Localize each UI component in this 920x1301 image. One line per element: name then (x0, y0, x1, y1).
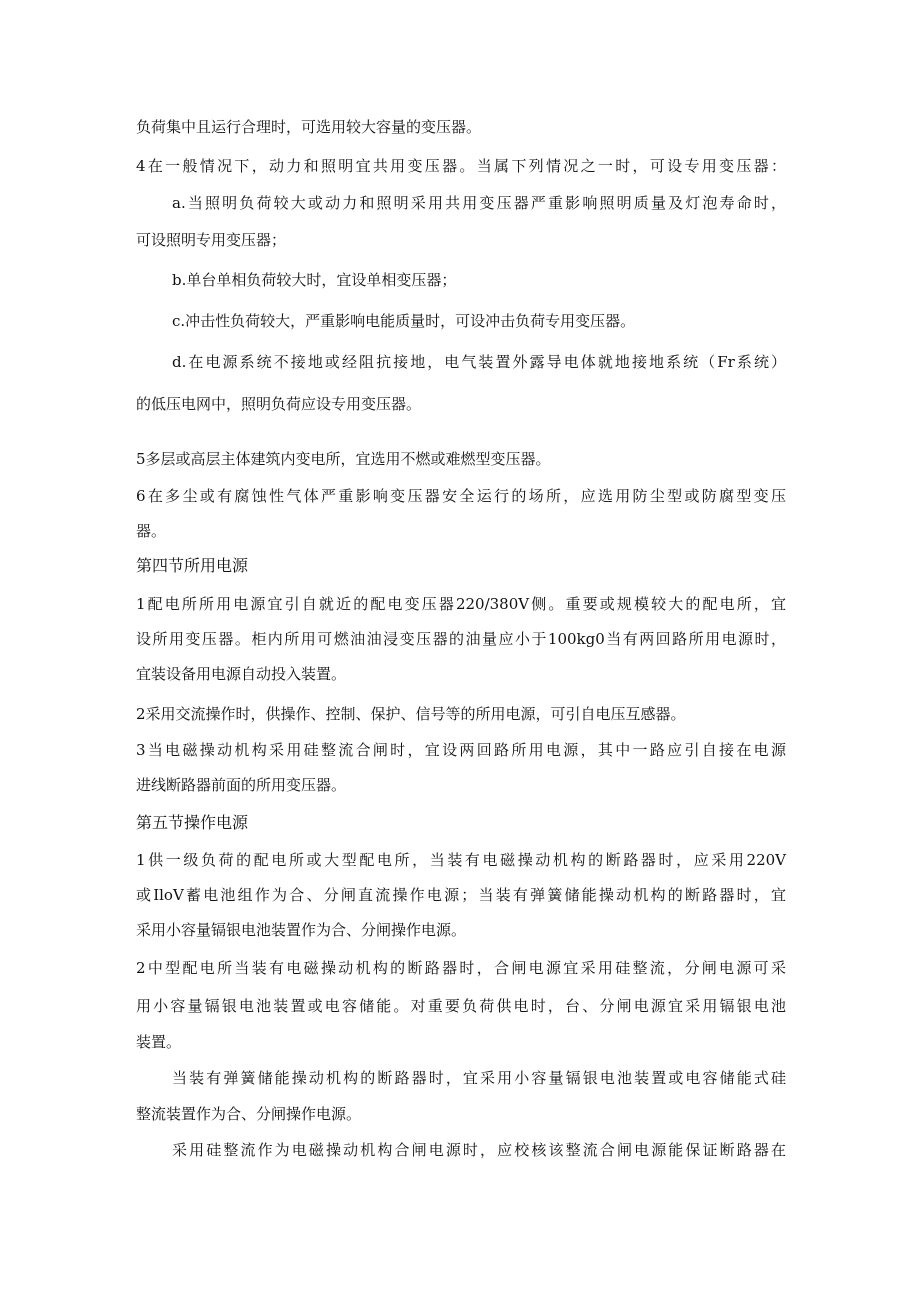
paragraph-item-4d-line1: d.在电源系统不接地或经阻抗接地，电气装置外露导电体就地接地系统（Fr系统） (172, 353, 786, 371)
paragraph-item-4b: b.单台单相负荷较大时，宜设单相变压器； (172, 271, 457, 289)
section-heading-4: 第四节所用电源 (136, 556, 249, 575)
section5-item2-line3: 装置。 (136, 1033, 182, 1051)
paragraph-item-6-line1: 6在多尘或有腐蚀性气体严重影响变压器安全运行的场所，应选用防尘型或防腐型变压 (136, 487, 786, 505)
section4-item1-line3: 宜装设备用电源自动投入装置。 (136, 665, 347, 683)
paragraph-item-6-line2: 器。 (136, 522, 167, 540)
paragraph-item-4a-line1: a.当照明负荷较大或动力和照明采用共用变压器严重影响照明质量及灯泡寿命时， (172, 194, 786, 212)
section-heading-5: 第五节操作电源 (136, 813, 249, 832)
section5-item1-line2: 或IloV蓄电池组作为合、分闸直流操作电源；当装有弹簧储能操动机构的断路器时，宜 (136, 886, 786, 904)
paragraph-item-4c: c.冲击性负荷较大，严重影响电能质量时，可设冲击负荷专用变压器。 (172, 312, 636, 330)
paragraph-item-4: 4在一般情况下，动力和照明宜共用变压器。当属下列情况之一时，可设专用变压器： (136, 157, 786, 175)
section4-item3-line2: 进线断路器前面的所用变压器。 (136, 776, 347, 794)
paragraph-transformer-capacity-end: 负荷集中且运行合理时，可选用较大容量的变压器。 (136, 118, 482, 136)
section5-item3-line1: 当装有弹簧储能操动机构的断路器时，宜采用小容量镉银电池装置或电容储能式硅 (172, 1069, 786, 1087)
paragraph-item-4a-line2: 可设照明专用变压器； (136, 231, 287, 249)
section4-item1-line2: 设所用变压器。柜内所用可燃油油浸变压器的油量应小于100kg0当有两回路所用电源时， (136, 630, 786, 648)
section4-item1-line1: 1配电所所用电源宜引自就近的配电变压器220/380V侧。重要或规模较大的配电所，宜 (136, 595, 786, 613)
section5-item1-line1: 1供一级负荷的配电所或大型配电所，当装有电磁操动机构的断路器时，应采用220V (136, 851, 786, 869)
paragraph-item-4d-line2: 的低压电网中，照明负荷应设专用变压器。 (136, 395, 422, 413)
paragraph-item-5: 5多层或高层主体建筑内变电所，宜选用不燃或难燃型变压器。 (136, 450, 551, 468)
section4-item2: 2采用交流操作时，供操作、控制、保护、信号等的所用电源，可引自电压互感器。 (136, 705, 686, 723)
section5-item2-line2: 用小容量镉银电池装置或电容储能。对重要负荷供电时，台、分闸电源宜采用镉银电池 (136, 997, 786, 1015)
section5-item2-line1: 2中型配电所当装有电磁操动机构的断路器时，合闸电源宜采用硅整流，分闸电源可采 (136, 959, 786, 977)
section5-item1-line3: 采用小容量镉银电池装置作为合、分闸操作电源。 (136, 921, 467, 939)
section5-item4-line1: 采用硅整流作为电磁操动机构合闸电源时，应校核该整流合闸电源能保证断路器在 (172, 1141, 786, 1159)
section4-item3-line1: 3当电磁操动机构采用硅整流合闸时，宜设两回路所用电源，其中一路应引自接在电源 (136, 741, 786, 759)
section5-item3-line2: 整流装置作为合、分闸操作电源。 (136, 1105, 362, 1123)
